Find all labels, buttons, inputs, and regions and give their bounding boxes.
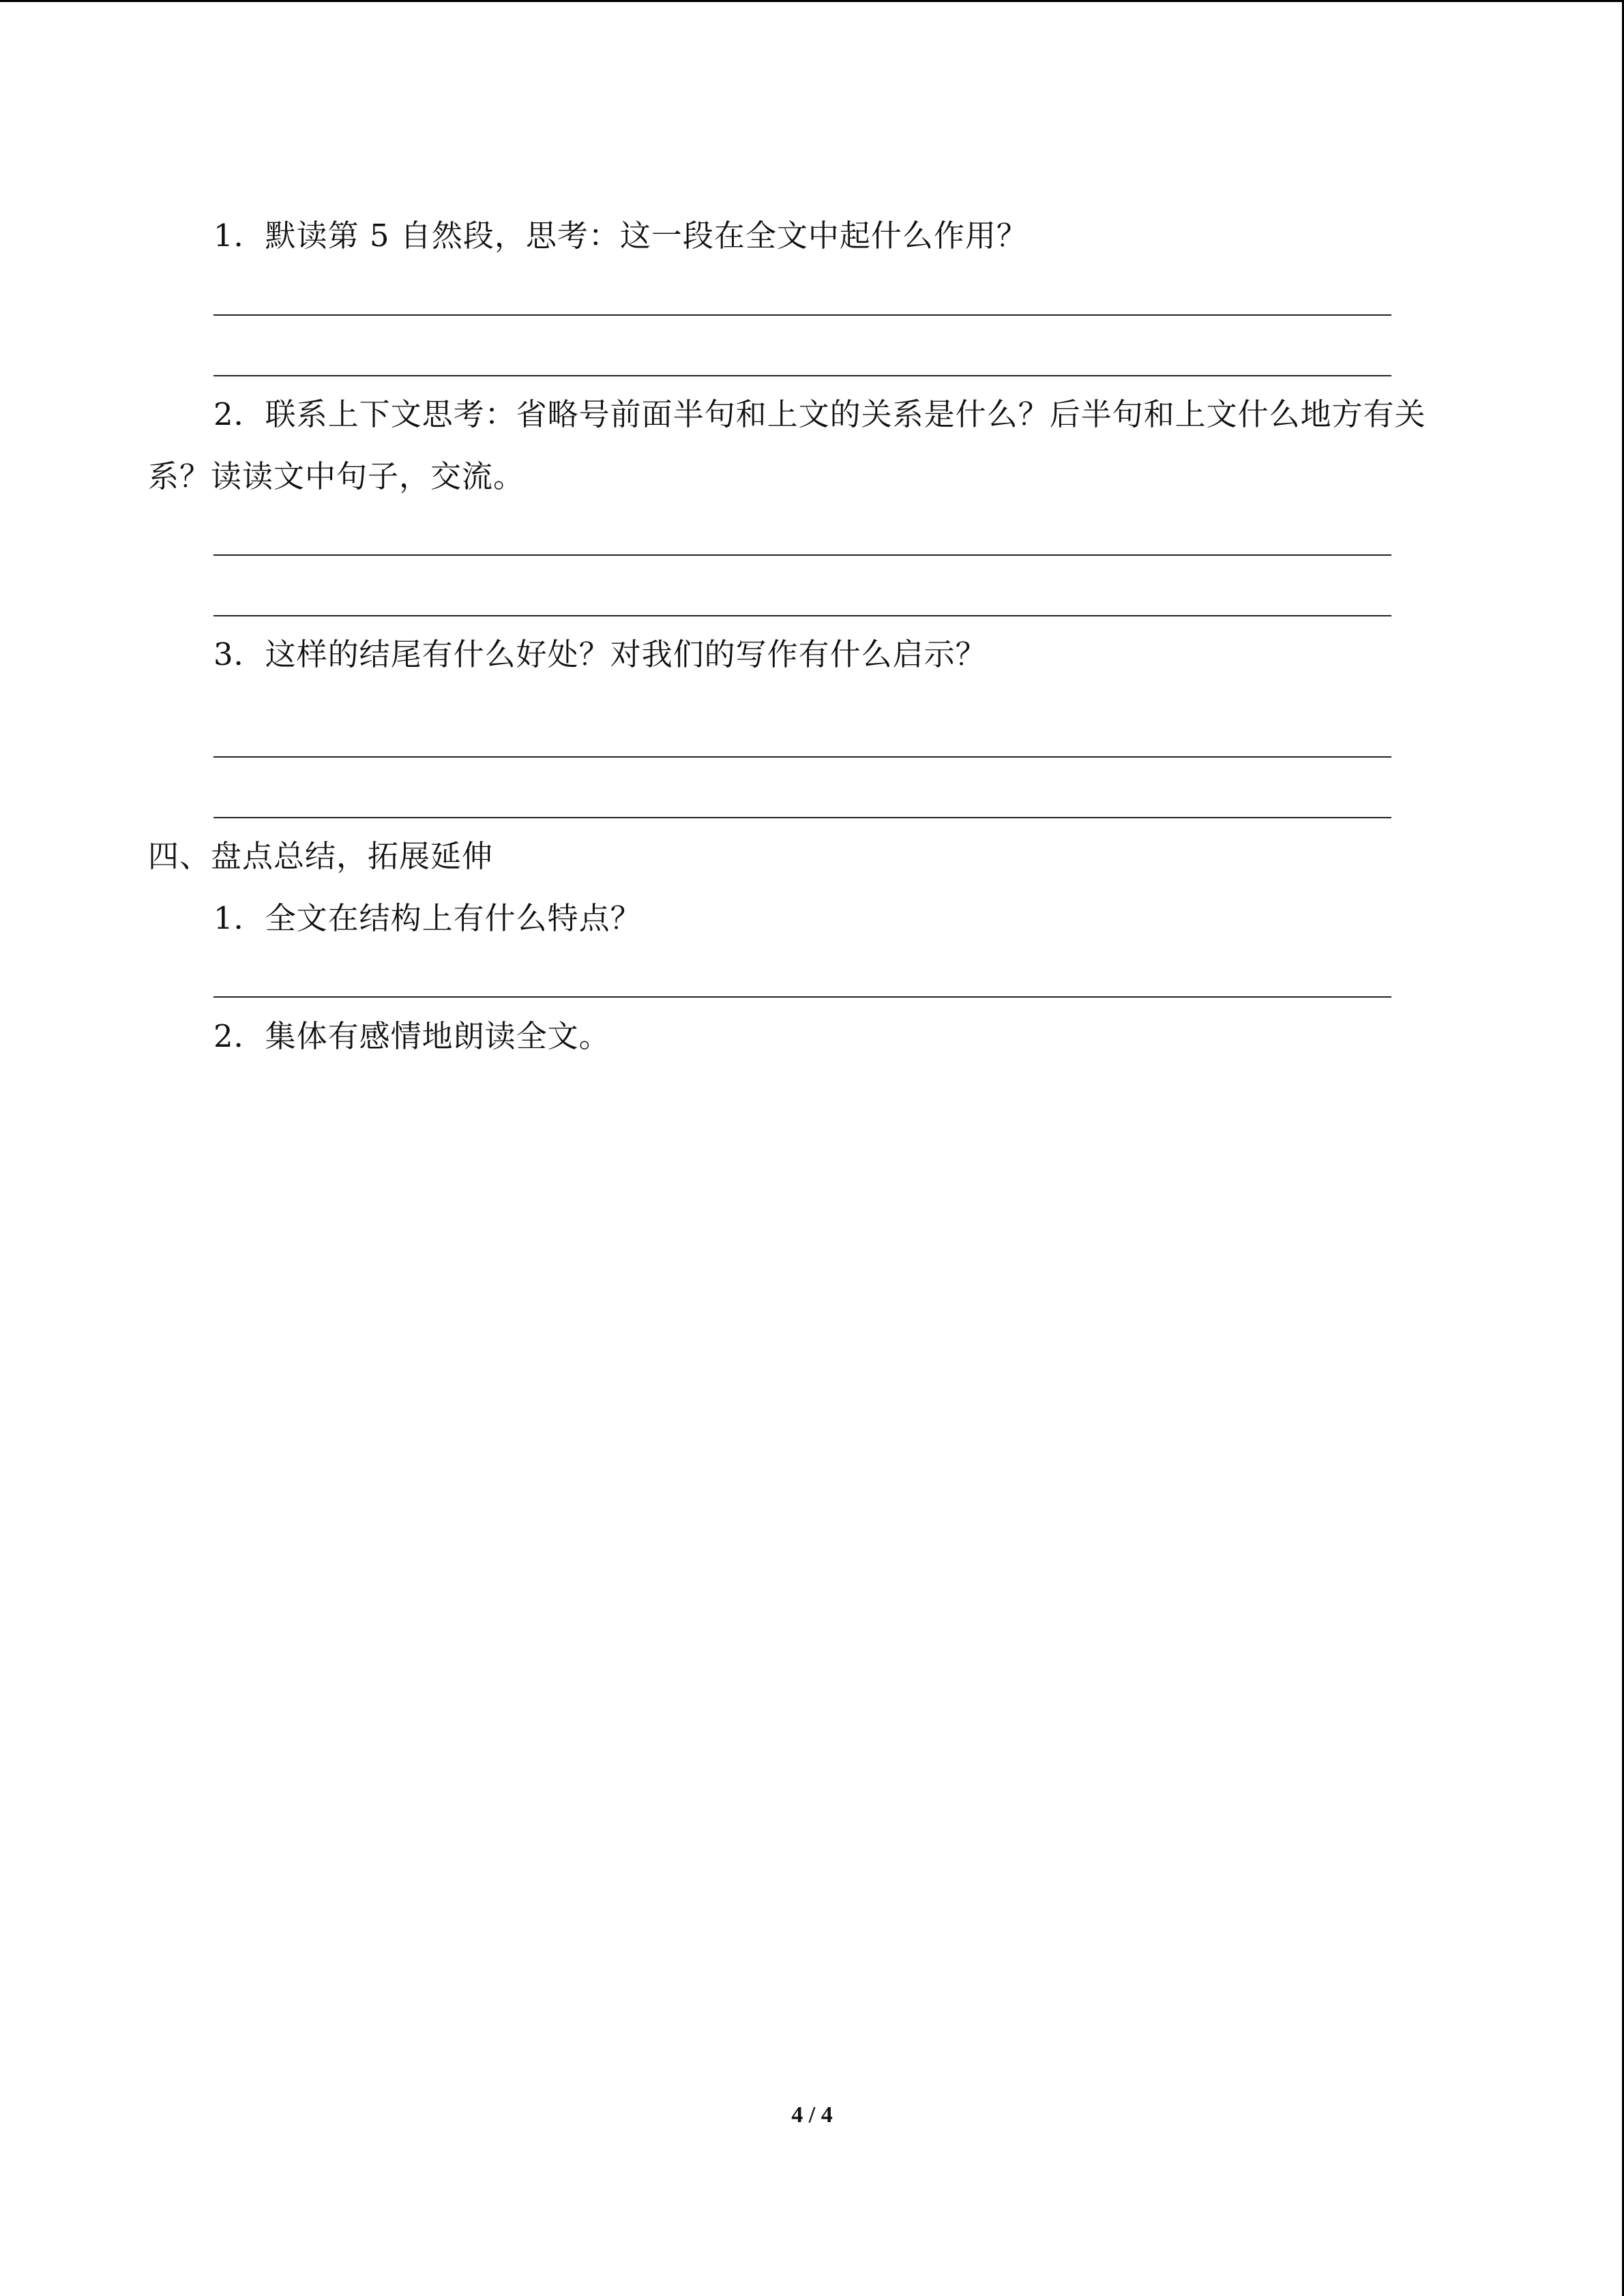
page-number: 4 / 4 xyxy=(791,2102,833,2128)
section-4-heading: 四、盘点总结，拓展延伸 xyxy=(148,838,494,874)
answer-line[interactable] xyxy=(213,817,1391,818)
page-border-top xyxy=(0,0,1624,2)
question-3-3: 3．这样的结尾有什么好处？对我们的写作有什么启示？ xyxy=(213,636,987,672)
answer-line[interactable] xyxy=(213,996,1391,998)
answer-line[interactable] xyxy=(213,756,1391,758)
answer-line[interactable] xyxy=(213,554,1391,556)
answer-line[interactable] xyxy=(213,314,1391,316)
question-4-2: 2．集体有感情地朗读全文。 xyxy=(213,1018,610,1054)
answer-line[interactable] xyxy=(213,375,1391,376)
question-3-1: 1．默读第 5 自然段，思考：这一段在全文中起什么作用？ xyxy=(213,218,1028,254)
answer-line[interactable] xyxy=(213,615,1391,616)
question-3-2-line-2: 系？读读文中句子，交流。 xyxy=(148,458,525,494)
question-3-2-line-1: 2．联系上下文思考：省略号前面半句和上文的关系是什么？后半句和上文什么地方有关 xyxy=(213,396,1426,432)
question-4-1: 1．全文在结构上有什么特点？ xyxy=(213,900,642,936)
